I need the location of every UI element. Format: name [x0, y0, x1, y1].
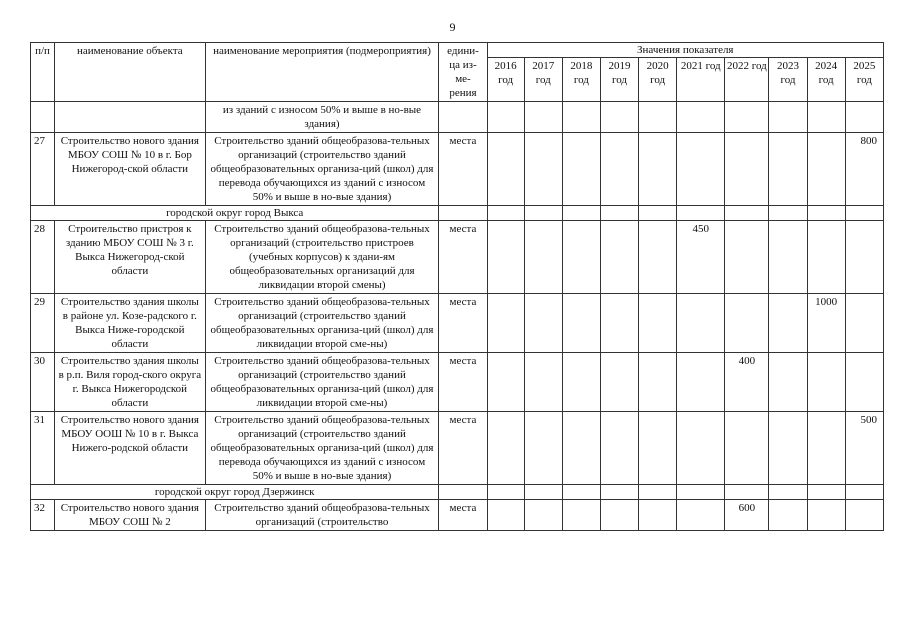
value-cell	[600, 221, 638, 294]
unit: места	[439, 353, 487, 412]
value-cell	[487, 294, 524, 353]
indicator-table	[30, 42, 884, 531]
header-activity: наименование мероприятия (подмероприятия)	[205, 43, 439, 102]
value-cell	[524, 221, 562, 294]
value-cell	[562, 133, 600, 206]
value-cell	[845, 353, 883, 412]
value-cell	[725, 412, 769, 485]
value-cell	[562, 412, 600, 485]
page-number: 9	[449, 20, 456, 34]
value-cell	[807, 133, 845, 206]
value-cell	[487, 412, 524, 485]
year-header: 2021 год	[677, 58, 725, 102]
value-cell	[677, 353, 725, 412]
value-cell	[639, 412, 677, 485]
section-row	[31, 206, 884, 221]
object-name: Строительство здания школы в р.п. Виля город-ского округа г. Выкса Нижегородской области	[55, 353, 206, 412]
value-cell	[845, 500, 883, 531]
object-name: Строительство нового здания МБОУ ООШ № 10 в г. Выкса Нижего-родской области	[55, 412, 206, 485]
value-cell	[677, 133, 725, 206]
value-cell	[807, 500, 845, 531]
year-header: 2017 год	[524, 58, 562, 102]
value-cell	[677, 500, 725, 531]
value-cell	[600, 133, 638, 206]
value-cell	[487, 221, 524, 294]
row-number: 30	[31, 353, 55, 412]
value-cell	[769, 353, 807, 412]
section-label: городской округ город Дзержинск	[31, 485, 439, 500]
year-header: 2023 год	[769, 58, 807, 102]
activity-name: Строительство зданий общеобразова-тельных организаций (строительство зданий общеобразовательных организа-ций (школ) для перевода обучающихся из зданий с износом 50% и выше в но-вые здания)	[205, 412, 439, 485]
object-name: Строительство нового здания МБОУ СОШ № 2	[55, 500, 206, 531]
unit: места	[439, 133, 487, 206]
activity-name: Строительство зданий общеобразова-тельных организаций (строительство зданий общеобразовательных организа-ций (школ) для ликвидации второй сме-ны)	[205, 353, 439, 412]
object-name: Строительство пристроя к зданию МБОУ СОШ № 3 г. Выкса Нижегород-ской области	[55, 221, 206, 294]
header-num: п/п	[31, 43, 55, 102]
table-row	[31, 500, 884, 531]
value-cell	[524, 412, 562, 485]
value-cell	[600, 500, 638, 531]
table-row	[31, 353, 884, 412]
year-header: 2024 год	[807, 58, 845, 102]
value-cell	[807, 353, 845, 412]
year-header: 2019 год	[600, 58, 638, 102]
year-header: 2020 год	[639, 58, 677, 102]
value-cell	[487, 500, 524, 531]
activity-name: Строительство зданий общеобразова-тельных организаций (строительство зданий общеобразовательных организа-ций (школ) для перевода обучающихся из зданий с износом 50% и выше в но-вые здания)	[205, 133, 439, 206]
value-cell	[639, 221, 677, 294]
header-object: наименование объекта	[55, 43, 206, 102]
value-cell	[769, 221, 807, 294]
value-cell	[845, 221, 883, 294]
value-cell: 800	[845, 133, 883, 206]
value-cell	[524, 500, 562, 531]
value-cell	[600, 353, 638, 412]
value-cell	[600, 294, 638, 353]
table-row	[31, 221, 884, 294]
header-values: Значения показателя	[487, 43, 883, 58]
section-row	[31, 485, 884, 500]
row-number: 27	[31, 133, 55, 206]
value-cell	[769, 412, 807, 485]
year-header: 2022 год	[725, 58, 769, 102]
year-header: 2018 год	[562, 58, 600, 102]
header-unit: едини-ца из-ме-рения	[439, 43, 487, 102]
row-number: 29	[31, 294, 55, 353]
value-cell: 500	[845, 412, 883, 485]
year-header: 2025 год	[845, 58, 883, 102]
value-cell: 600	[725, 500, 769, 531]
value-cell	[725, 294, 769, 353]
unit: места	[439, 221, 487, 294]
value-cell	[807, 221, 845, 294]
value-cell	[769, 133, 807, 206]
value-cell	[562, 353, 600, 412]
value-cell	[600, 412, 638, 485]
year-header: 2016 год	[487, 58, 524, 102]
table-row	[31, 133, 884, 206]
unit: места	[439, 412, 487, 485]
object-name: Строительство здания школы в районе ул. Козе-радского г. Выкса Ниже-городской области	[55, 294, 206, 353]
activity-name: Строительство зданий общеобразова-тельных организаций (строительство пристроев (учебных корпусов) к здани-ям общеобразовательных организаций для ликвидации второй смены)	[205, 221, 439, 294]
value-cell	[725, 221, 769, 294]
value-cell: 400	[725, 353, 769, 412]
value-cell	[487, 133, 524, 206]
value-cell	[524, 294, 562, 353]
activity-name: Строительство зданий общеобразова-тельных организаций (строительство зданий общеобразовательных организа-ций (школ) для ликвидации второй сме-ны)	[205, 294, 439, 353]
object-name: Строительство нового здания МБОУ СОШ № 10 в г. Бор Нижегород-ской области	[55, 133, 206, 206]
value-cell	[769, 500, 807, 531]
value-cell	[807, 412, 845, 485]
unit: места	[439, 500, 487, 531]
value-cell	[639, 500, 677, 531]
value-cell	[639, 353, 677, 412]
table-body	[31, 102, 884, 531]
value-cell: 450	[677, 221, 725, 294]
continuation-text: из зданий с износом 50% и выше в но-вые здания)	[205, 102, 439, 133]
value-cell	[677, 294, 725, 353]
activity-name: Строительство зданий общеобразова-тельных организаций (строительство	[205, 500, 439, 531]
row-number: 28	[31, 221, 55, 294]
value-cell	[677, 412, 725, 485]
continuation-row	[31, 102, 884, 133]
table-row	[31, 412, 884, 485]
value-cell	[725, 133, 769, 206]
value-cell	[562, 221, 600, 294]
value-cell	[562, 294, 600, 353]
value-cell	[639, 294, 677, 353]
value-cell: 1000	[807, 294, 845, 353]
value-cell	[845, 294, 883, 353]
table-row	[31, 294, 884, 353]
value-cell	[524, 133, 562, 206]
unit: места	[439, 294, 487, 353]
value-cell	[562, 500, 600, 531]
row-number: 31	[31, 412, 55, 485]
value-cell	[524, 353, 562, 412]
section-label: городской округ город Выкса	[31, 206, 439, 221]
value-cell	[487, 353, 524, 412]
value-cell	[769, 294, 807, 353]
value-cell	[639, 133, 677, 206]
row-number: 32	[31, 500, 55, 531]
